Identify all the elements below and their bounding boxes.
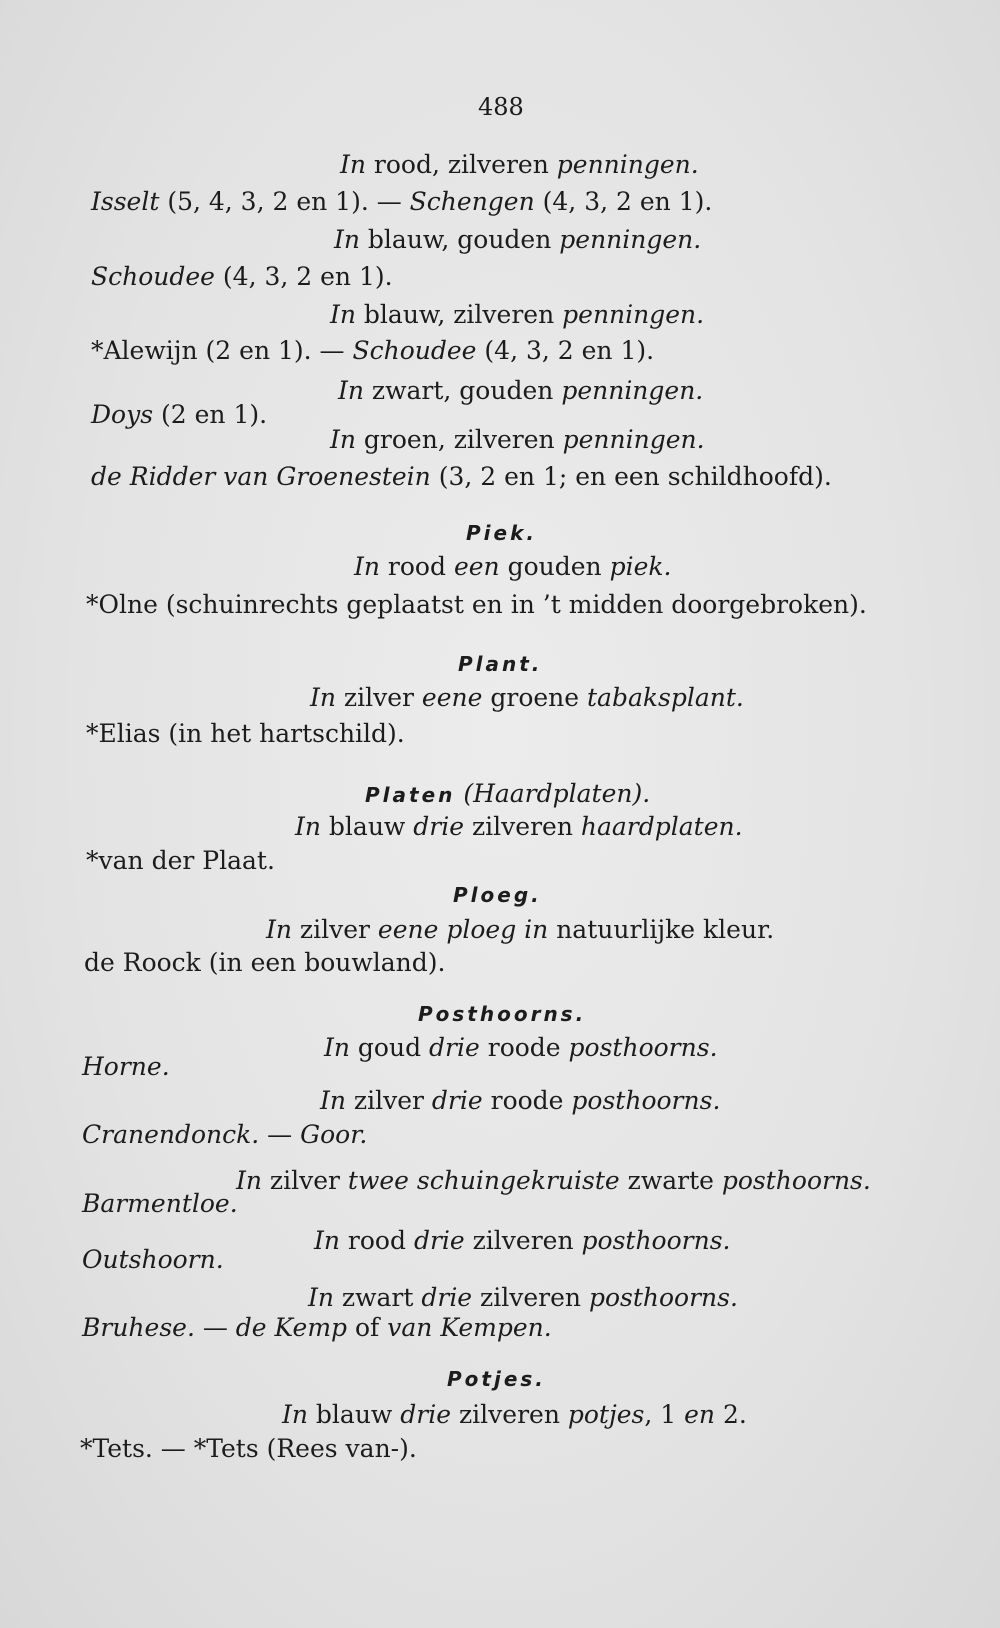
blazon-text: posthoorns. [581,1226,731,1255]
blazon-red-silver-posthoorns [314,1226,730,1256]
family-entry-horne [82,1052,170,1082]
blazon-text: zilver [261,1166,348,1195]
family-entry-tets: *Tets. — *Tets (Rees van-). [80,1434,417,1463]
entry-text: — [194,1313,236,1342]
blazon-text: zilveren [464,812,581,841]
blazon-text: drie [429,1033,480,1062]
blazon-black-gold-pennings [338,376,703,406]
blazon-text: posthoorns. [588,1283,738,1312]
family-name: van Kempen. [387,1313,552,1342]
family-entry-barmentloe [82,1189,238,1219]
blazon-text: zwarte [619,1166,722,1195]
blazon-text: zilveren [472,1283,589,1312]
blazon-text: haardplaten. [580,812,743,841]
family-entry-doys [91,400,267,430]
blazon-text: tabaksplant. [587,683,744,712]
heading-subtitle: (Haardplaten). [455,779,651,808]
heading-text: Platen [365,783,456,807]
blazon-text: In [330,300,356,329]
blazon-text: zilver [345,1086,432,1115]
family-name: Schoudee [91,262,215,291]
blazon-text: posthoorns. [571,1086,721,1115]
blazon-text: penningen. [562,300,705,329]
blazon-text: posthoorns. [721,1166,871,1195]
family-name: Isselt [91,187,160,216]
section-heading-piek: Piek. [466,521,537,545]
blazon-gold-red-posthoorns [324,1033,718,1063]
family-name: Schoudee [352,336,477,365]
family-entry-alewijn-schoudee [91,336,654,366]
family-entry-cranendonck-goor [82,1120,367,1150]
blazon-black-silver-posthoorns [308,1283,738,1313]
blazon-text: In [314,1226,340,1255]
blazon-text: eene ploeg in [377,915,549,944]
family-entry-outshoorn [82,1245,224,1275]
family-entry-ridder-van-groenestein [91,462,832,492]
family-name: Bruhese. [82,1313,195,1342]
blazon-plant [310,683,744,713]
blazon-text: In [354,552,380,581]
blazon-text: drie [413,812,465,841]
blazon-platen [295,812,743,842]
blazon-text: zilver [335,683,422,712]
family-entry-bruhese-de-kemp [82,1313,552,1343]
blazon-text: roode [482,1086,572,1115]
entry-text: (5, 4, 3, 2 en 1). — [159,187,410,216]
blazon-text: goud [349,1033,430,1062]
family-name: Barmentloe. [82,1189,238,1218]
family-entry-schoudee [91,262,393,292]
blazon-text: In [282,1400,308,1429]
family-entry-isselt-schengen [91,187,712,217]
blazon-text: rood [339,1226,414,1255]
blazon-text: en [684,1400,716,1429]
blazon-text: In [324,1033,350,1062]
blazon-silver-red-posthoorns [320,1086,720,1116]
blazon-text: gouden [499,552,610,581]
blazon-text: In [310,683,336,712]
section-heading-posthoorns: Posthoorns. [418,1002,587,1026]
entry-text: (3, 2 en 1; en een schildhoofd). [430,462,832,491]
blazon-ploeg [266,915,774,945]
blazon-text: In [338,376,364,405]
entry-text: — [259,1120,301,1149]
blazon-text: drie [400,1400,452,1429]
blazon-text: penningen. [562,425,705,454]
blazon-text: drie [421,1283,473,1312]
blazon-text: een [453,552,500,581]
blazon-text: penningen. [561,376,704,405]
family-entry-elias: *Elias (in het hartschild). [86,719,405,748]
family-name: Doys [91,400,154,429]
page-number: 488 [478,93,524,121]
blazon-text: rood, zilveren [365,150,557,179]
family-name: Outshoorn. [82,1245,224,1274]
blazon-text: potjes [567,1400,645,1429]
blazon-text: blauw, zilveren [355,300,563,329]
blazon-text: In [236,1166,262,1195]
blazon-red-silver-pennings [340,150,699,180]
blazon-text: rood [379,552,454,581]
section-heading-plant: Plant. [458,652,543,676]
family-name: Cranendonck. [82,1120,260,1149]
blazon-text: zilveren [464,1226,582,1255]
family-name: Horne. [82,1052,170,1081]
blazon-text: zilveren [451,1400,568,1429]
blazon-text: In [320,1086,346,1115]
blazon-text: penningen. [559,225,702,254]
blazon-text: eene [421,683,483,712]
section-heading-potjes: Potjes. [447,1367,546,1391]
blazon-blue-gold-pennings [334,225,701,255]
blazon-text: penningen. [556,150,699,179]
blazon-text: groen, zilveren [355,425,563,454]
blazon-text: In [308,1283,334,1312]
blazon-text: posthoorns. [568,1033,718,1062]
blazon-text: 2. [715,1400,747,1429]
section-heading-platen [365,780,650,809]
family-entry-olne: *Olne (schuinrechts geplaatst en in ’t midden doorgebroken). [86,590,867,619]
blazon-text: natuurlijke kleur. [548,915,775,944]
family-entry-de-roock: de Roock (in een bouwland). [84,948,446,977]
blazon-potjes [282,1400,747,1430]
entry-text: (4, 3, 2 en 1). [214,262,393,291]
family-name: Schengen [409,187,535,216]
blazon-piek [354,552,671,582]
blazon-text: In [340,150,366,179]
entry-text: of [347,1313,388,1342]
family-name: *Alewijn (2 en 1). — [91,336,353,365]
blazon-text: groene [482,683,588,712]
family-name: de Kemp [235,1313,348,1342]
blazon-text: blauw [320,812,414,841]
entry-text: (2 en 1). [153,400,268,429]
blazon-text: In [330,425,356,454]
section-heading-ploeg: Ploeg. [453,883,542,907]
blazon-text: zwart, gouden [363,376,562,405]
blazon-green-silver-pennings [330,425,705,455]
family-name: Goor. [300,1120,368,1149]
blazon-text: blauw [307,1400,401,1429]
blazon-blue-silver-pennings [330,300,704,330]
family-name: de Ridder van Groenestein [91,462,431,491]
blazon-text: drie [413,1226,465,1255]
blazon-silver-black-posthoorns [236,1166,871,1196]
blazon-text: twee schuingekruiste [347,1166,620,1195]
blazon-text: In [295,812,321,841]
blazon-text: zwart [333,1283,422,1312]
blazon-text: blauw, gouden [359,225,560,254]
entry-text: (4, 3, 2 en 1). [534,187,713,216]
blazon-text: zilver [291,915,378,944]
entry-text: (4, 3, 2 en 1). [476,336,655,365]
blazon-text: , 1 [644,1400,685,1429]
blazon-text: In [334,225,360,254]
blazon-text: piek. [609,552,672,581]
blazon-text: roode [479,1033,569,1062]
blazon-text: drie [431,1086,483,1115]
family-entry-van-der-plaat: *van der Plaat. [86,846,275,875]
blazon-text: In [266,915,292,944]
